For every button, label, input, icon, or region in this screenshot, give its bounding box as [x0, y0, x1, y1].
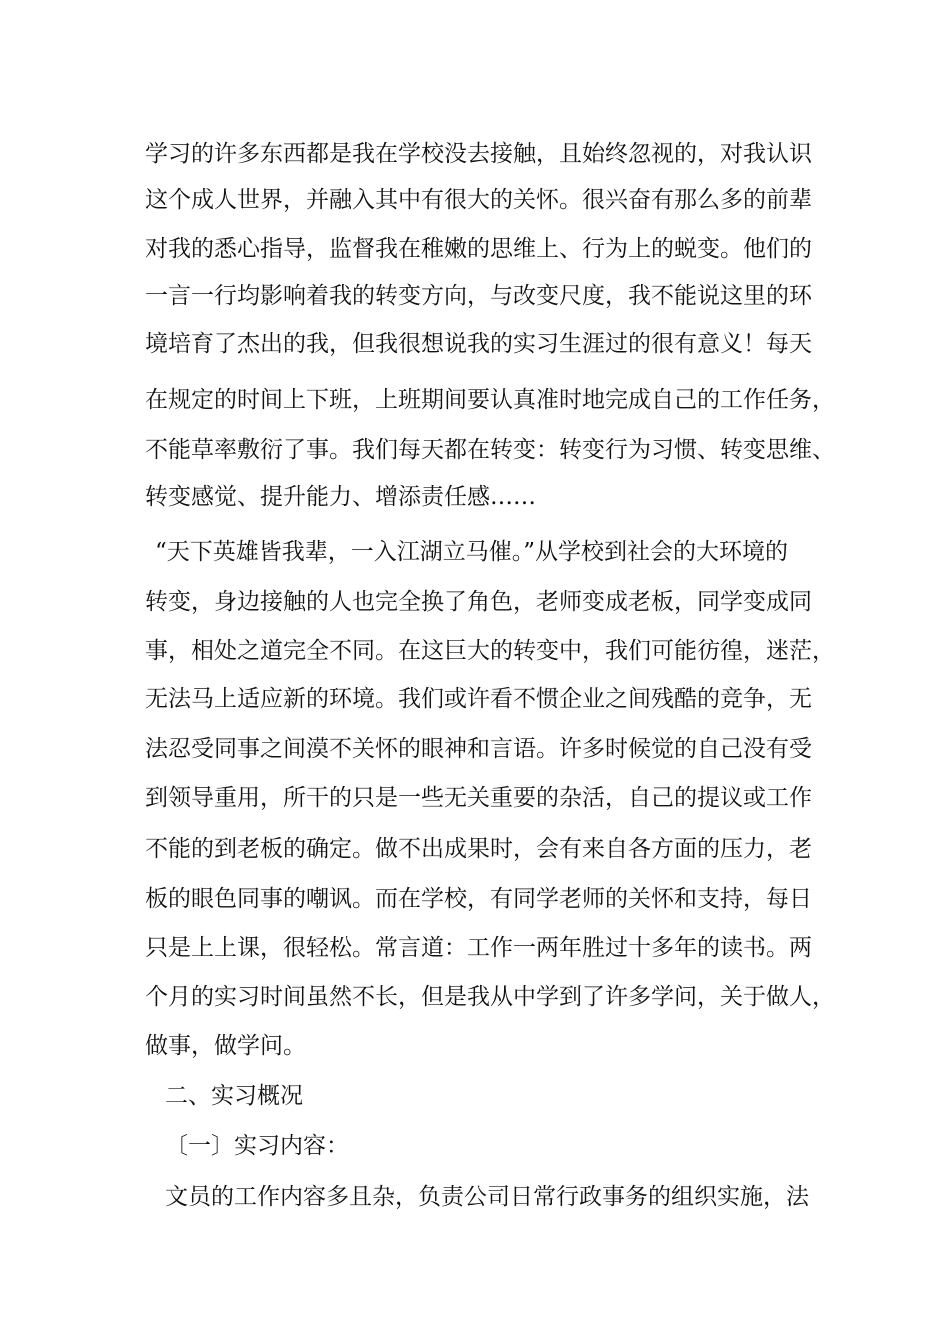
text-line: 这个成人世界，并融入其中有很大的关怀。很兴奋有那么多的前辈 — [145, 187, 812, 213]
text-line: 做事，做学问。 — [145, 1033, 306, 1059]
text-line: 对我的悉心指导，监督我在稚嫩的思维上、行为上的蜕变。他们的 — [145, 236, 812, 262]
text-line: 事，相处之道完全不同。在这巨大的转变中，我们可能彷徨，迷茫， — [145, 638, 835, 664]
text-line: 境培育了杰出的我，但我很想说我的实习生涯过的很有意义！每天 — [145, 331, 812, 357]
text-line: 不能草率敷衍了事。我们每天都在转变：转变行为习惯、转变思维、 — [145, 437, 835, 463]
text-line: 到领导重用，所干的只是一些无关重要的杂活，自己的提议或工作 — [145, 785, 812, 811]
text-line: 法忍受同事之间漠不关怀的眼神和言语。许多时候觉的自己没有受 — [145, 736, 812, 762]
text-line: 一言一行均影响着我的转变方向，与改变尺度，我不能说这里的环 — [145, 283, 812, 309]
text-line: 转变，身边接触的人也完全换了角色，老师变成老板，同学变成同 — [145, 589, 812, 615]
text-line: 转变感觉、提升能力、增添责任感…… — [145, 484, 536, 510]
section-heading: 二、实习概况 — [165, 1083, 303, 1109]
text-line: 学习的许多东西都是我在学校没去接触，且始终忽视的，对我认识 — [145, 141, 812, 167]
text-line: 只是上上课，很轻松。常言道：工作一两年胜过十多年的读书。两 — [145, 935, 812, 961]
subsection-heading: 〔一〕实习内容： — [165, 1133, 349, 1159]
text-line: 无法马上适应新的环境。我们或许看不惯企业之间残酷的竞争，无 — [145, 686, 812, 712]
text-line: “天下英雄皆我辈，一入江湖立马催。”从学校到社会的大环境的 — [155, 539, 789, 565]
text-line: 文员的工作内容多且杂，负责公司日常行政事务的组织实施，法 — [165, 1184, 809, 1210]
text-line: 个月的实习时间虽然不长，但是我从中学到了许多学问，关于做人， — [145, 984, 835, 1010]
text-line: 在规定的时间上下班，上班期间要认真准时地完成自己的工作任务， — [145, 387, 835, 413]
text-line: 板的眼色同事的嘲讽。而在学校，有同学老师的关怀和支持，每日 — [145, 886, 812, 912]
text-line: 不能的到老板的确定。做不出成果时，会有来自各方面的压力，老 — [145, 836, 812, 862]
